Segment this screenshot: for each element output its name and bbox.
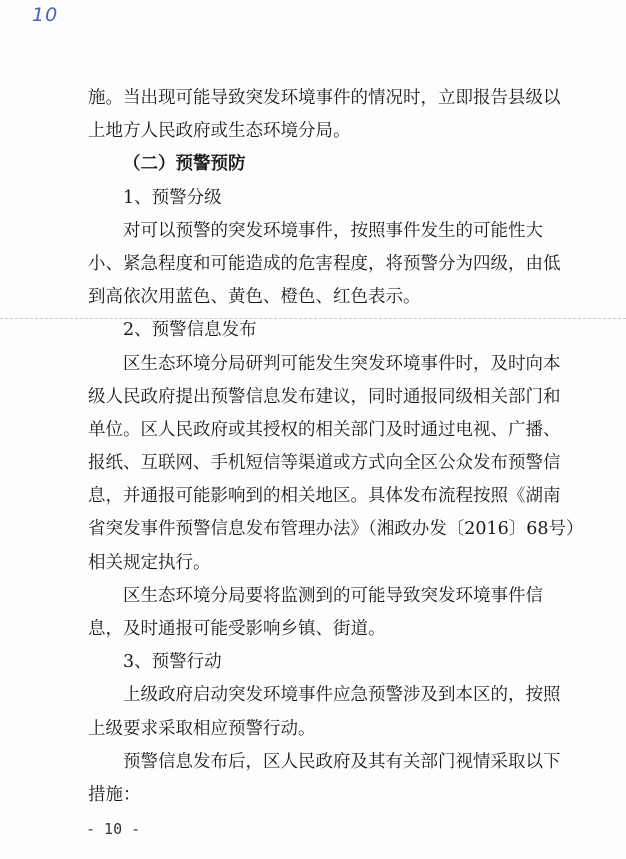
paragraph-line: 区生态环境分局要将监测到的可能导致突发环境事件信 xyxy=(123,585,543,606)
subsection-heading: 1、预警分级 xyxy=(123,187,222,208)
subsection-heading: 3、预警行动 xyxy=(123,652,222,673)
paragraph-line: 上地方人民政府或生态环境分局。 xyxy=(88,121,351,142)
paragraph-line: 施。当出现可能导致突发环境事件的情况时，立即报告县级以 xyxy=(88,88,561,108)
paragraph-line: 相关规定执行。 xyxy=(88,552,211,573)
paragraph-line: 小、紧急程度和可能造成的危害程度，将预警分为四级，由低 xyxy=(88,253,561,274)
handwritten-page-mark: 10 xyxy=(32,4,59,26)
paragraph-line: 上级要求采取相应预警行动。 xyxy=(88,718,316,739)
paragraph-line: 单位。区人民政府或其授权的相关部门及时通过电视、广播、 xyxy=(88,419,561,440)
paragraph-line: 到高依次用蓝色、黄色、橙色、红色表示。 xyxy=(88,287,421,308)
page-number: - 10 - xyxy=(86,820,141,838)
section-heading: （二）预警预防 xyxy=(123,154,246,175)
paragraph-line: 对可以预警的突发环境事件，按照事件发生的可能性大 xyxy=(123,220,543,241)
paragraph-line: 息，及时通报可能受影响乡镇、街道。 xyxy=(88,619,386,639)
subsection-heading: 2、预警信息发布 xyxy=(123,320,257,341)
paragraph-line: 上级政府启动突发环境事件应急预警涉及到本区的，按照 xyxy=(123,685,561,706)
paragraph-line: 级人民政府提出预警信息发布建议，同时通报同级相关部门和 xyxy=(88,386,561,407)
paragraph-line: 区生态环境分局研判可能发生突发环境事件时，及时向本 xyxy=(123,353,561,374)
document-body xyxy=(88,82,584,812)
paragraph-line: 预警信息发布后，区人民政府及其有关部门视情采取以下 xyxy=(123,751,561,772)
paragraph-line: 省突发事件预警信息发布管理办法》（湘政办发〔2016〕68号） xyxy=(88,519,584,540)
paragraph-line: 息，并通报可能影响到的相关地区。具体发布流程按照《湖南 xyxy=(88,486,561,507)
paragraph-line: 措施： xyxy=(88,784,141,805)
paragraph-line: 报纸、互联网、手机短信等渠道或方式向全区公众发布预警信 xyxy=(88,453,561,474)
